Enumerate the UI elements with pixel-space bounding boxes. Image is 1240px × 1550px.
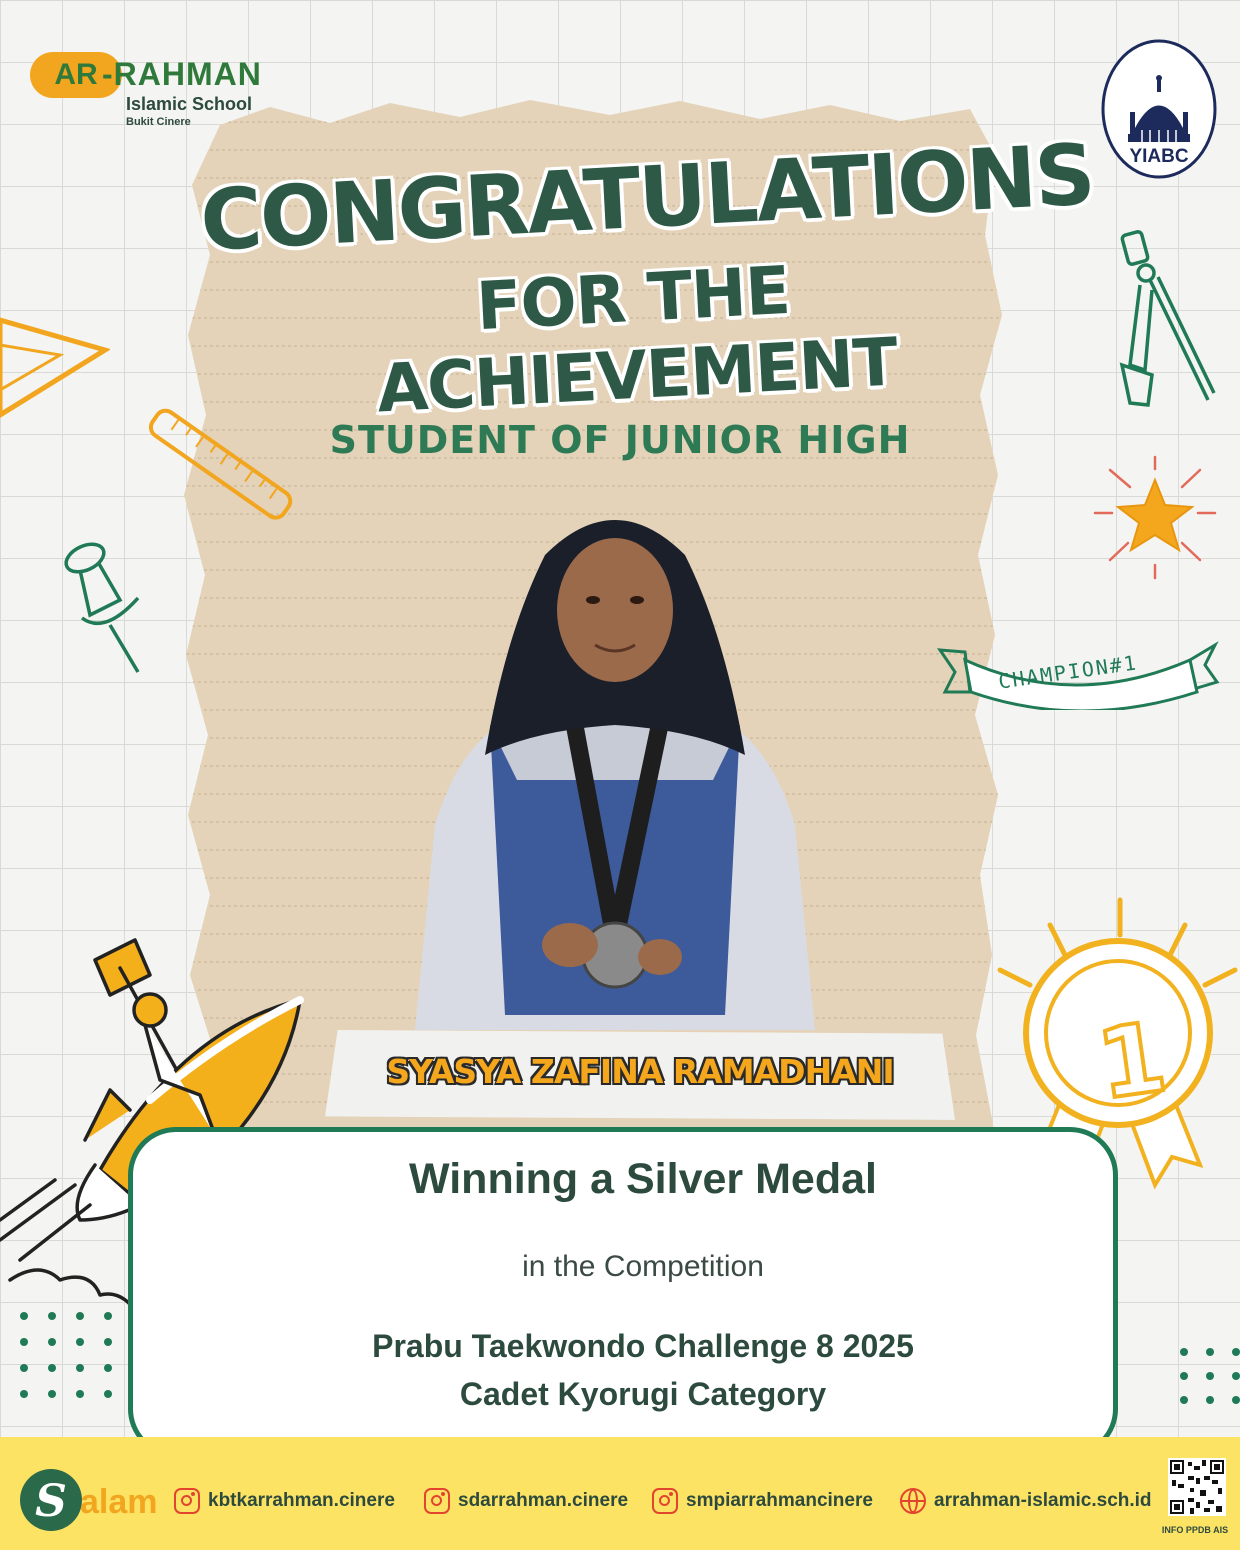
website-url: arrahman-islamic.sch.id — [934, 1490, 1152, 1511]
medal-number: 1 — [1091, 1000, 1173, 1122]
student-photo — [395, 495, 835, 1030]
salam-text: alam — [80, 1483, 158, 1521]
yiabc-badge — [1100, 38, 1218, 180]
instagram-icon — [174, 1488, 200, 1514]
logo-location-text: Bukit Cinere — [126, 116, 191, 128]
set-square-icon — [0, 310, 110, 420]
award-connector: in the Competition — [522, 1250, 764, 1283]
award-category: Cadet Kyorugi Category — [459, 1376, 827, 1412]
dot-pattern-right — [1180, 1348, 1240, 1404]
social-handle: kbtkarrahman.cinere — [208, 1490, 395, 1511]
social-website[interactable] — [900, 1487, 1152, 1515]
champion-ribbon-text: CHAMPION#1 — [996, 650, 1140, 694]
student-name: SYASYA ZAFINA RAMADHANI — [386, 1052, 894, 1091]
qr-label: INFO PPDB AIS — [1161, 1525, 1229, 1535]
award-title: Winning a Silver Medal — [409, 1155, 877, 1203]
salam-initial: S — [35, 1476, 67, 1527]
compass-icon — [1110, 225, 1220, 425]
logo-ar-mark: AR — [30, 52, 122, 98]
qr-code[interactable] — [1168, 1458, 1226, 1516]
school-logo — [30, 52, 270, 132]
pushpin-icon — [60, 540, 150, 680]
headline-congratulations: CONGRATULATIONS — [198, 125, 1096, 270]
yiabc-text: YIABC — [1129, 146, 1189, 167]
logo-rahman-text: -RAHMAN — [102, 56, 262, 92]
social-handle: sdarrahman.cinere — [458, 1490, 629, 1511]
salam-logo — [18, 1465, 168, 1535]
social-kbtk[interactable] — [174, 1487, 395, 1515]
logo-school-text: Islamic School — [126, 94, 253, 114]
headline-achievement: FOR THE ACHIEVEMENT — [375, 251, 899, 428]
social-sd[interactable] — [424, 1487, 628, 1515]
award-event: Prabu Taekwondo Challenge 8 2025 — [372, 1328, 914, 1364]
instagram-icon — [652, 1488, 678, 1514]
instagram-icon — [424, 1488, 450, 1514]
social-handle: smpiarrahmancinere — [686, 1490, 873, 1511]
star-icon — [1090, 455, 1220, 580]
headline-subtitle: STUDENT OF JUNIOR HIGH — [329, 418, 911, 462]
social-smp[interactable] — [652, 1487, 873, 1515]
globe-icon — [900, 1488, 926, 1514]
ruler-icon — [140, 400, 300, 530]
